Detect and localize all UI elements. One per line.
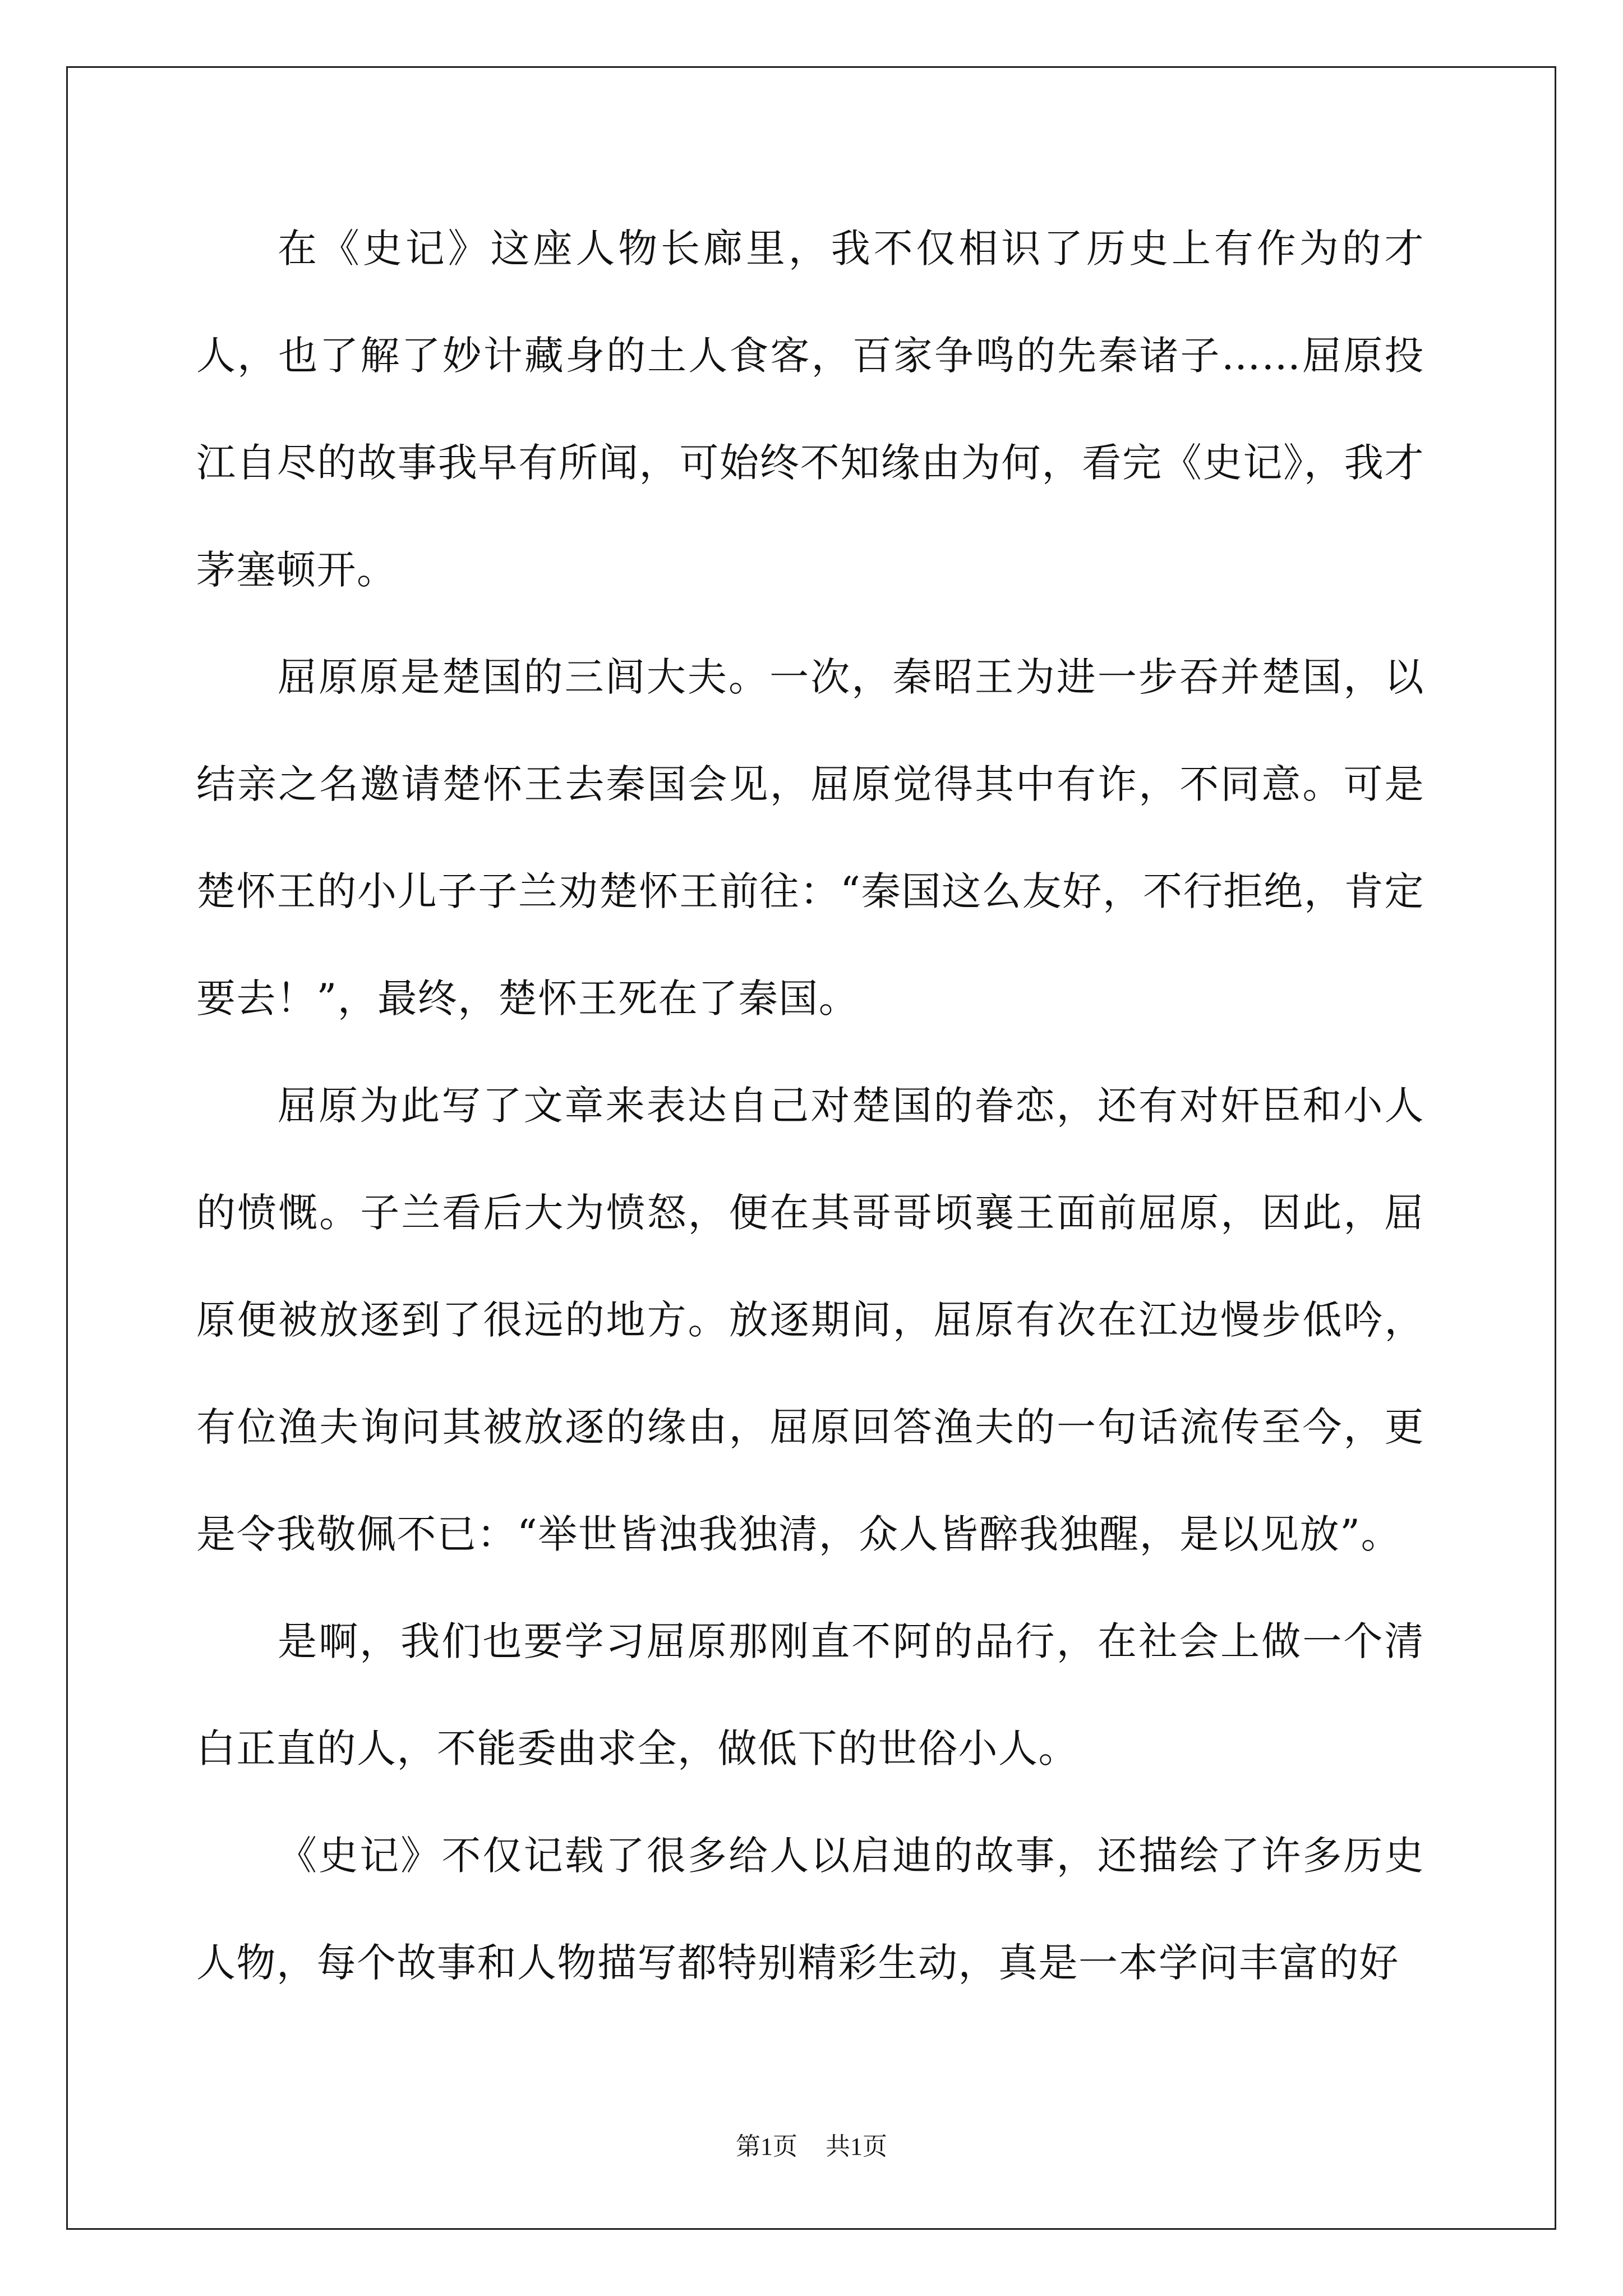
- paragraph-2: 屈原原是楚国的三闾大夫。一次，秦昭王为进一步吞并楚国，以结亲之名邀请楚怀王去秦国会见，屈原觉得其中有诈，不同意。可是楚怀王的小儿子子兰劝楚怀王前往：“秦国这么友好，不行拒绝，肯定要去！”，最终，楚怀王死在了秦国。: [196, 654, 1424, 1022]
- paragraph-1: 在《史记》这座人物长廊里，我不仅相识了历史上有作为的才人，也了解了妙计藏身的土人食客，百家争鸣的先秦诸子……屈原投江自尽的故事我早有所闻，可始终不知缘由为何，看完《史记》，我才茅塞顿开。: [196, 226, 1424, 593]
- paragraph-4: 是啊，我们也要学习屈原那刚直不阿的品行，在社会上做一个清白正直的人，不能委曲求全，做低下的世俗小人。: [196, 1618, 1424, 1772]
- page-number: 第1页: [736, 2133, 797, 2160]
- page-total: 共1页: [826, 2133, 887, 2160]
- paragraph-3: 屈原为此写了文章来表达自己对楚国的眷恋，还有对奸臣和小人的愤慨。子兰看后大为愤怒，便在其哥哥顷襄王面前屈原，因此，屈原便被放逐到了很远的地方。放逐期间，屈原有次在江边慢步低吟，有位渔夫询问其被放逐的缘由，屈原回答渔夫的一句话流传至今，更是令我敬佩不已：“举世皆浊我独清，众人皆醉我独醒，是以见放”。: [196, 1083, 1424, 1557]
- paragraph-5: 《史记》不仅记载了很多给人以启迪的故事，还描绘了许多历史人物，每个故事和人物描写都特别精彩生动，真是一本学问丰富的好: [196, 1833, 1424, 1986]
- document-body: [196, 195, 1424, 2017]
- page-footer: [0, 2126, 1623, 2162]
